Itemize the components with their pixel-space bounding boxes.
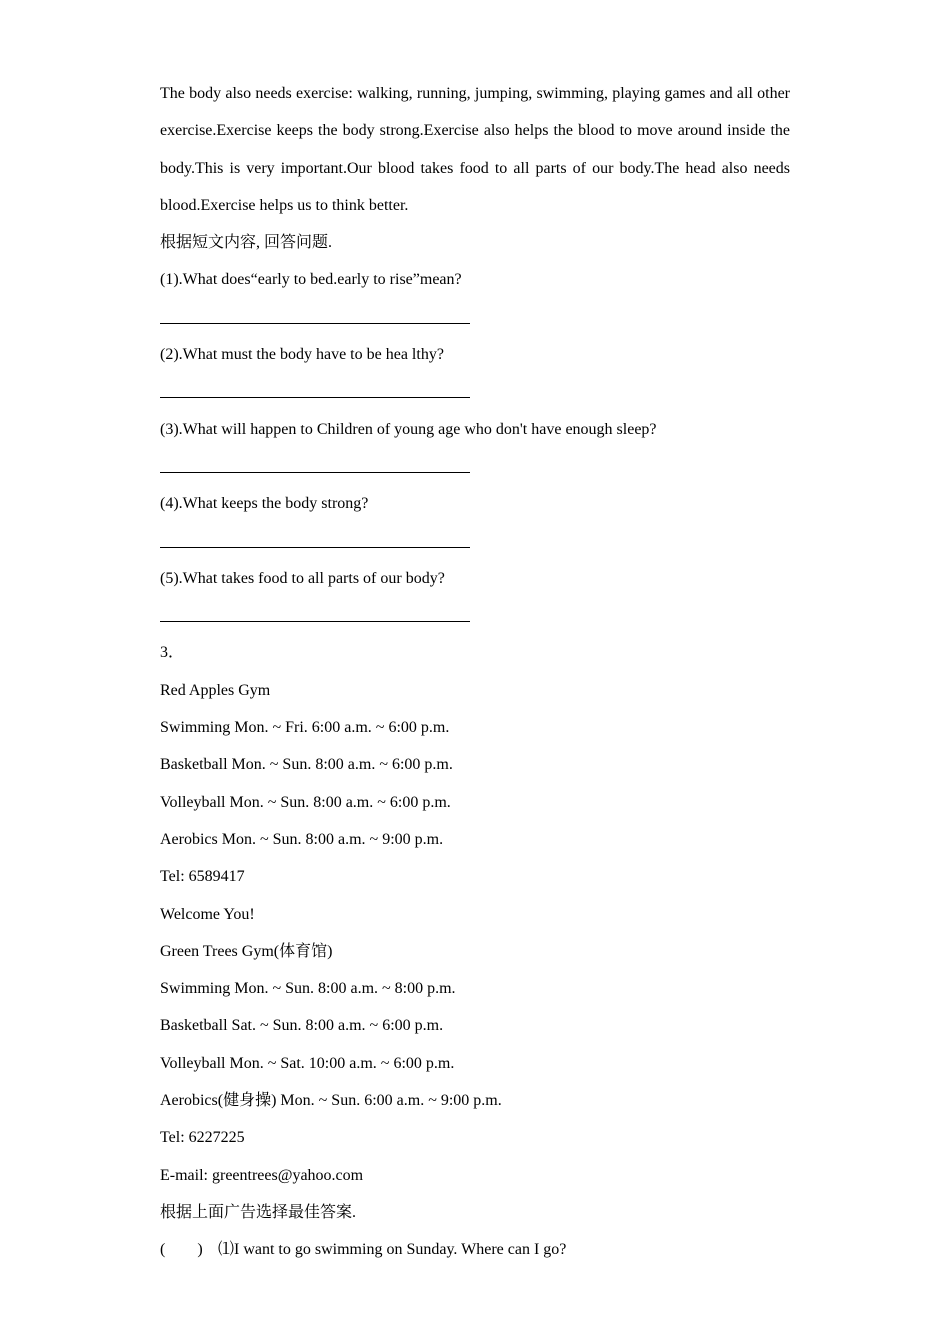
gym1-line: Swimming Mon. ~ Fri. 6:00 a.m. ~ 6:00 p.m.: [160, 719, 450, 737]
question-4: (4).What keeps the body strong?: [160, 495, 369, 513]
question-3: (3).What will happen to Children of young age who don't have enough sleep?: [160, 420, 657, 438]
choice-question-text: ⑴I want to go swimming on Sunday. Where can I go?: [218, 1241, 567, 1259]
gym2-line: Swimming Mon. ~ Sun. 8:00 a.m. ~ 8:00 p.m.: [160, 980, 456, 998]
gym1-line: Aerobics Mon. ~ Sun. 8:00 a.m. ~ 9:00 p.m.: [160, 830, 444, 848]
gym2-tel: Tel: 6227225: [160, 1129, 245, 1147]
answer-blank-3[interactable]: [160, 448, 790, 485]
passage-instruction: 根据短文内容, 回答问题.: [160, 234, 333, 252]
gym2-name: Green Trees Gym(体育馆): [160, 942, 333, 960]
answer-rule: [160, 547, 470, 548]
passage-paragraph: The body also needs exercise: walking, running, jumping, swimming, playing games and all other exercise.Exercise keeps the body strong.Exercise also helps the blood to move around inside the body.This is very important.Our blood takes food to all parts of our body.The head also needs blood.Exercise helps us to think better.: [160, 85, 790, 214]
gym2-email: E-mail: greentrees@yahoo.com: [160, 1166, 364, 1184]
answer-rule: [160, 472, 470, 473]
answer-rule: [160, 397, 470, 398]
answer-blank-5[interactable]: [160, 597, 790, 634]
gym1-line: Volleyball Mon. ~ Sun. 8:00 a.m. ~ 6:00 p.m.: [160, 793, 451, 811]
question-2: (2).What must the body have to be hea lthy?: [160, 346, 444, 364]
choice-question-1: [160, 1231, 790, 1268]
answer-blank-4[interactable]: [160, 523, 790, 560]
gym1-line: Basketball Mon. ~ Sun. 8:00 a.m. ~ 6:00 p.m.: [160, 756, 453, 774]
answer-blank-1[interactable]: [160, 299, 790, 336]
gym1-welcome: Welcome You!: [160, 905, 255, 923]
answer-blank-2[interactable]: [160, 373, 790, 410]
section-number: 3．: [160, 644, 185, 662]
answer-bracket[interactable]: ( ): [160, 1241, 203, 1259]
document-page: [160, 75, 790, 1269]
question-5: (5).What takes food to all parts of our body?: [160, 569, 445, 587]
gym2-line: Basketball Sat. ~ Sun. 8:00 a.m. ~ 6:00 p.m.: [160, 1017, 444, 1035]
answer-rule: [160, 323, 470, 324]
answer-rule: [160, 621, 470, 622]
gym2-line: Aerobics(健身操) Mon. ~ Sun. 6:00 a.m. ~ 9:00 p.m.: [160, 1092, 502, 1110]
gym2-line: Volleyball Mon. ~ Sat. 10:00 a.m. ~ 6:00 p.m.: [160, 1054, 455, 1072]
question-1: (1).What does“early to bed.early to rise”mean?: [160, 271, 462, 289]
gym1-name: Red Apples Gym: [160, 681, 271, 699]
gym1-tel: Tel: 6589417: [160, 868, 245, 886]
section-instruction: 根据上面广告选择最佳答案.: [160, 1203, 357, 1221]
